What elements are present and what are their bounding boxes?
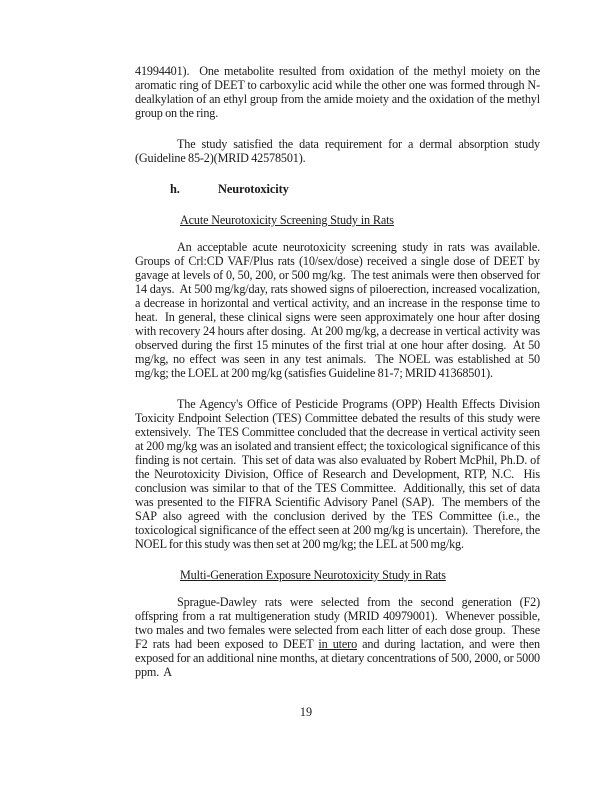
section-heading-title: Neurotoxicity [218,182,289,196]
section-heading-neurotoxicity [170,182,540,196]
section-heading-letter: h. [170,182,180,196]
paragraph-dermal-absorption-study: The study satisfied the data requirement for a dermal absorption study (Guideline 85-2)(MRID 42578501). [135,137,543,165]
paragraph-acute-study-results: An acceptable acute neurotoxicity screening study in rats was available. Groups of Crl:CD VAF/Plus rats (10/sex/dose) received a single dose of DEET by gavage at levels of 0, 50, 200, or 500 mg/kg. The test animals were then observed for 14 days. At 500 mg/kg/day, rats showed signs of piloerection, increased vocalization, a decrease in horizontal and vertical activity, and an increase in the response time to heat. In general, these clinical signs were seen approximately one hour after dosing with recovery 24 hours after dosing. At 200 mg/kg, a decrease in vertical activity was observed during the first 15 minutes of the first trial at one hour after dosing. At 50 mg/kg, no effect was seen in any test animals. The NOEL was established at 50 mg/kg; the LOEL at 200 mg/kg (satisfies Guideline 81-7; MRID 41368501). [135,240,545,380]
paragraph-metabolite-continuation: 41994401). One metabolite resulted from oxidation of the methyl moiety on the aromatic ring of DEET to carboxylic acid while the other one was formed through N-dealkylation of an ethyl group from the amide moiety and the oxidation of the methyl group on the ring. [135,64,543,120]
subheading-multigeneration-study: Multi-Generation Exposure Neurotoxicity Study in Rats [180,568,446,582]
subheading-acute-neurotoxicity-study: Acute Neurotoxicity Screening Study in Rats [180,213,394,227]
paragraph-multigeneration-study: Sprague-Dawley rats were selected from the second generation (F2) offspring from a rat multigeneration study (MRID 40979001). Whenever possible, two males and two females were selected from each litter of each dose group. These F2 rats had been exposed to DEET in utero and during lactation, and were then exposed for an additional nine months, at dietary concentrations of 500, 2000, or 5000 ppm. A [135,595,543,679]
page-content [135,64,545,696]
paragraph-tes-committee-review: The Agency's Office of Pesticide Programs (OPP) Health Effects Division Toxicity Endpoint Selection (TES) Committee debated the results of this study were extensively. The TES Committee concluded that the decrease in vertical activity seen at 200 mg/kg was an isolated and transient effect; the toxicological significance of this finding is not certain. This set of data was also evaluated by Robert McPhil, Ph.D. of the Neurotoxicity Division, Office of Research and Development, RTP, N.C. His conclusion was similar to that of the TES Committee. Additionally, this set of data was presented to the FIFRA Scientific Advisory Panel (SAP). The members of the SAP also agreed with the conclusion derived by the TES Committee (i.e., the toxicological significance of the effect seen at 200 mg/kg is uncertain). Therefore, the NOEL for this study was then set at 200 mg/kg; the LEL at 500 mg/kg. [135,397,543,551]
underlined-phrase: in utero [318,637,358,651]
page-number: 19 [299,705,313,719]
